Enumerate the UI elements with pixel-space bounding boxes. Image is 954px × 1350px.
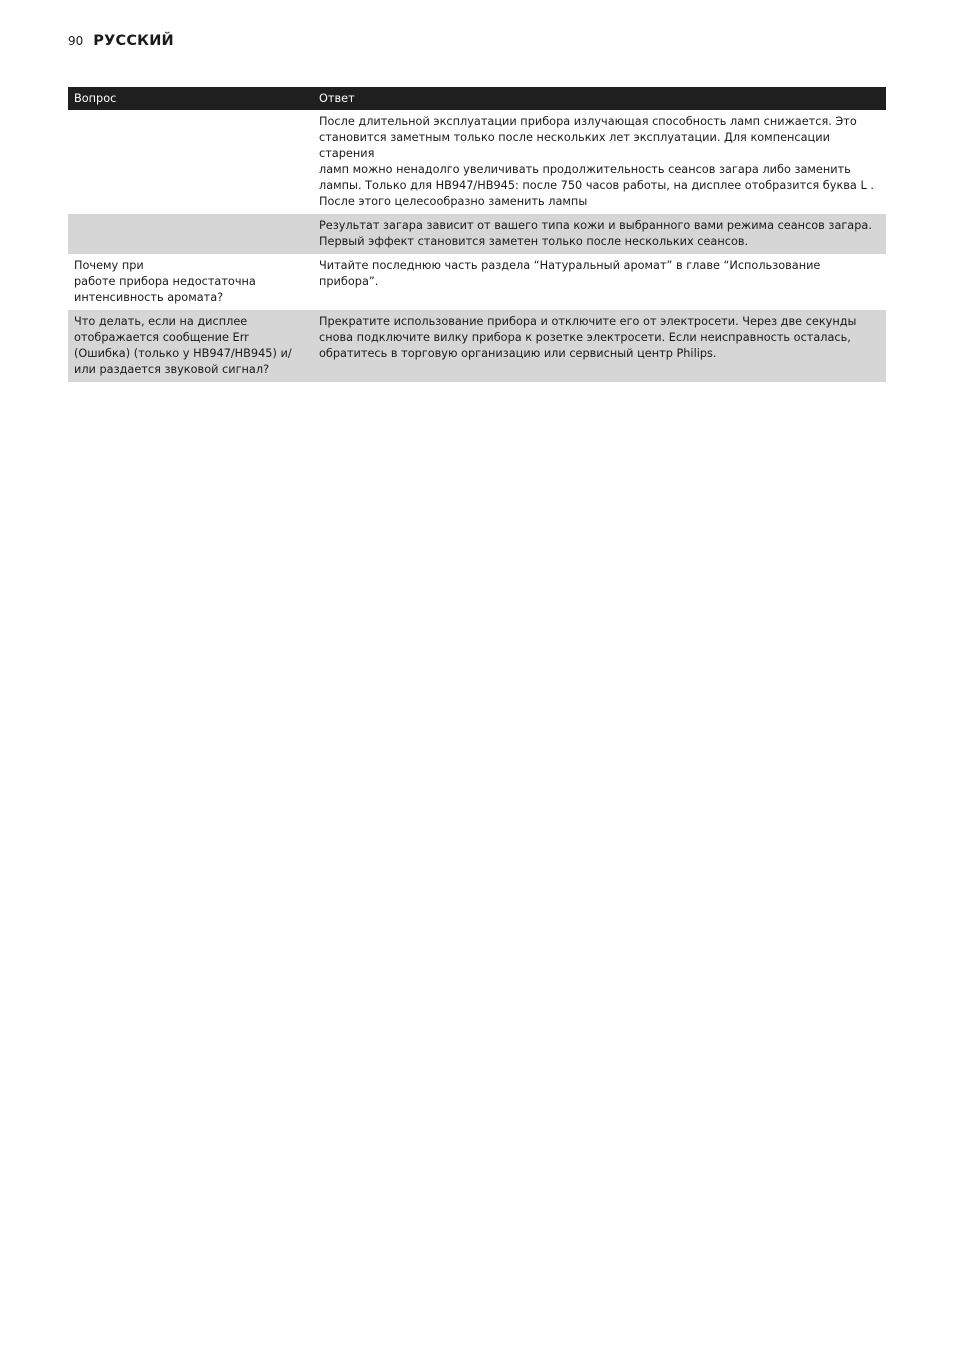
table-row	[68, 310, 886, 382]
answer-cell: После длительной эксплуатации прибора излучающая способность ламп снижается. Это становится заметным только после нескольких лет эксплуатации. Для компенсации старения ламп можно ненадолго увеличивать продолжительность сеансов загара либо заменить лампы. Только для HB947/HB945: после 750 часов работы, на дисплее отобразится буква L . После этого целесообразно заменить лампы	[313, 110, 886, 214]
page-number: 90	[68, 34, 84, 48]
table-row	[68, 110, 886, 214]
column-header-question: Вопрос	[68, 87, 313, 110]
table-row	[68, 214, 886, 254]
question-cell: Почему при работе прибора недостаточна интенсивность аромата?	[68, 254, 313, 310]
answer-cell: Читайте последнюю часть раздела “Натуральный аромат” в главе “Использование прибора”.	[313, 254, 886, 310]
column-header-answer: Ответ	[313, 87, 886, 110]
table-header-row	[68, 87, 886, 110]
section-title: РУССКИЙ	[93, 33, 174, 49]
question-cell	[68, 214, 313, 254]
answer-cell: Прекратите использование прибора и отключите его от электросети. Через две секунды снова подключите вилку прибора к розетке электросети. Если неисправность осталась, обратитесь в торговую организацию или сервисный центр Philips.	[313, 310, 886, 382]
question-cell	[68, 110, 313, 214]
answer-cell: Результат загара зависит от вашего типа кожи и выбранного вами режима сеансов загара. Первый эффект становится заметен только после нескольких сеансов.	[313, 214, 886, 254]
question-cell: Что делать, если на дисплее отображается сообщение Err (Ошибка) (только у HB947/HB945) и/ или раздается звуковой сигнал?	[68, 310, 313, 382]
page-header	[68, 33, 174, 49]
faq-table	[68, 87, 886, 382]
table-row	[68, 254, 886, 310]
